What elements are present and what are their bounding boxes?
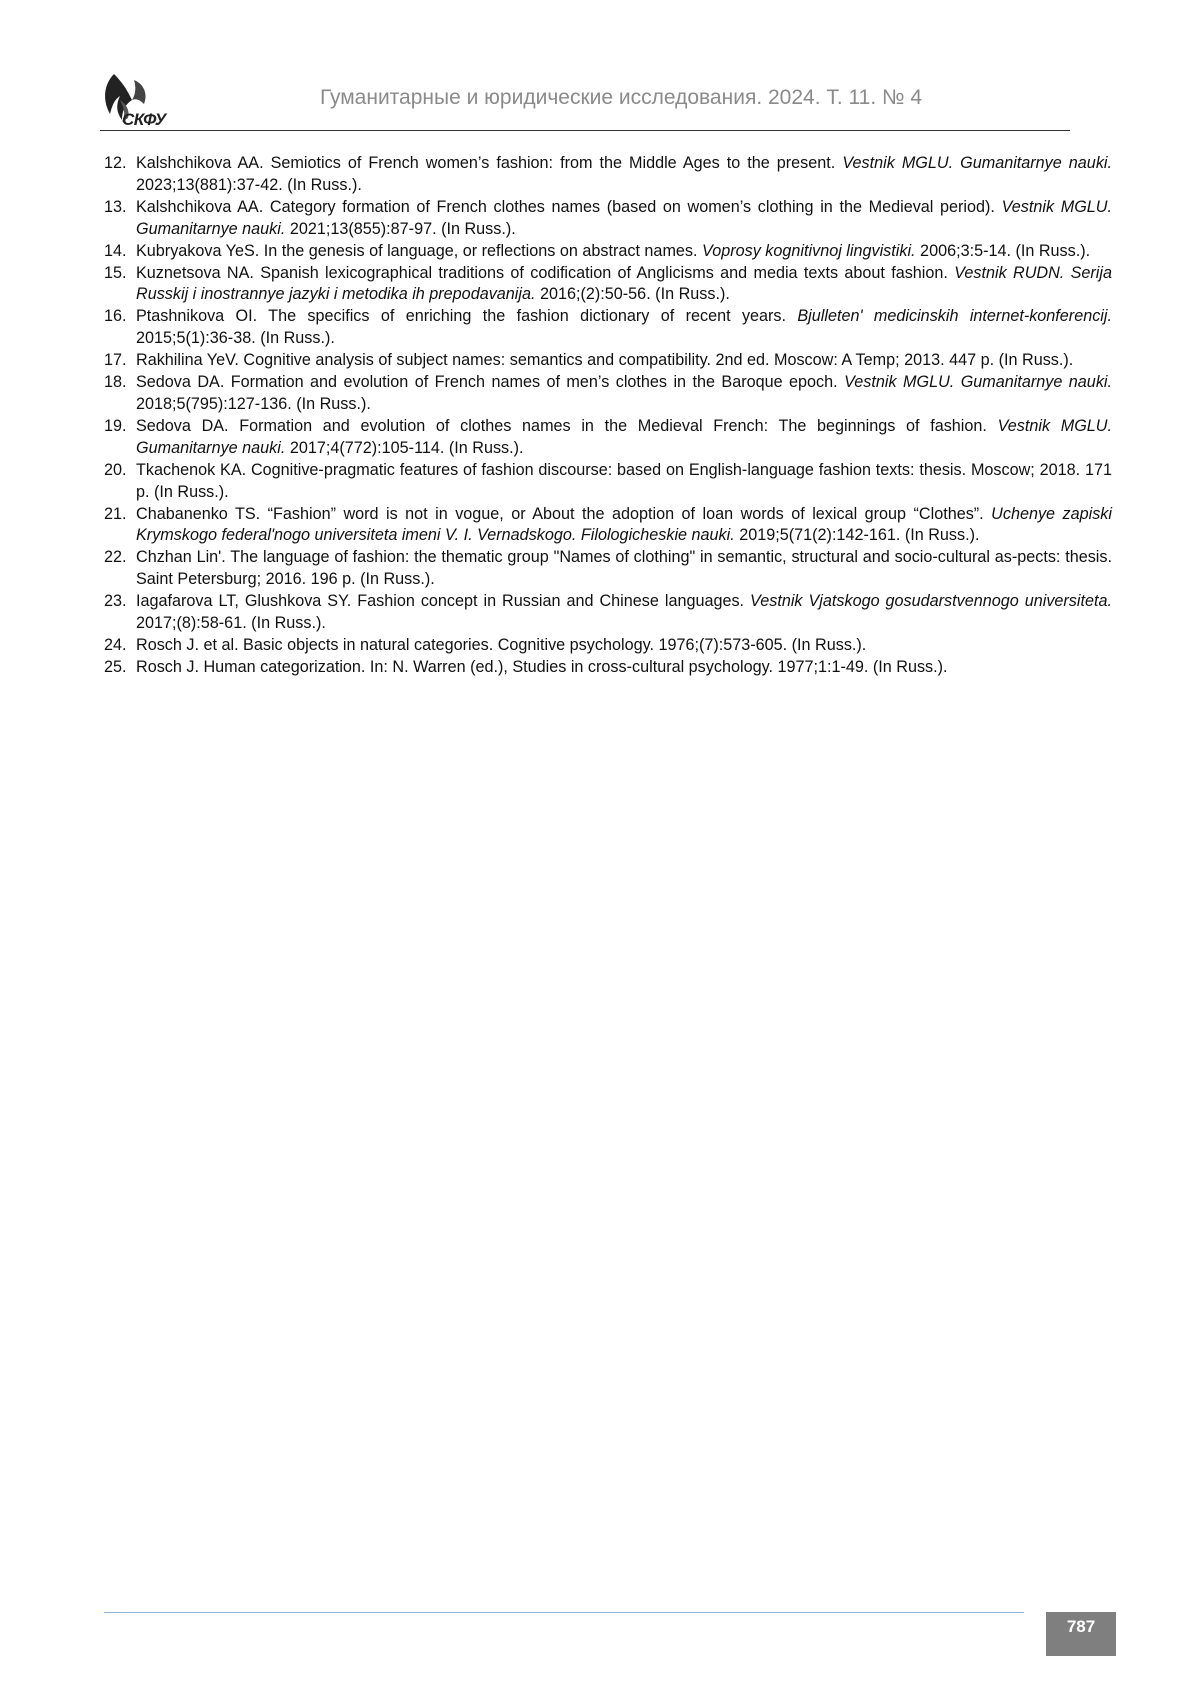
reference-item bbox=[100, 591, 1112, 635]
reference-item bbox=[100, 372, 1112, 416]
reference-item bbox=[100, 241, 1112, 263]
reference-number: 15. bbox=[104, 263, 127, 282]
reference-source-title: Vestnik MGLU. Gumanitarnye nauki. bbox=[844, 373, 1113, 392]
reference-text: 2021;13(855):87-97. (In Russ.). bbox=[285, 219, 516, 238]
reference-text: Chabanenko TS. “Fashion” word is not in vogue, or About the adoption of loan words of lexical group “Clothes”. bbox=[136, 504, 992, 523]
reference-source-title: Vestnik Vjatskogo gosudarstvennogo universiteta. bbox=[750, 592, 1112, 611]
reference-text: 2019;5(71(2):142-161. (In Russ.). bbox=[734, 526, 980, 545]
footer-divider bbox=[104, 1612, 1024, 1613]
reference-source-title: Uchenye zapiski Krymskogo federal'nogo universiteta imeni V. I. Vernadskogo. Filologicheskie nauki. bbox=[136, 504, 1112, 545]
reference-number: 25. bbox=[104, 657, 127, 676]
reference-text: Iagafarova LT, Glushkova SY. Fashion concept in Russian and Chinese languages. bbox=[136, 592, 751, 611]
reference-item bbox=[100, 504, 1112, 548]
reference-number: 13. bbox=[104, 197, 127, 216]
reference-text: Rakhilina YeV. Cognitive analysis of subject names: semantics and compatibility. 2nd ed. Moscow: A Temp; 2013. 447 p. (In Russ.). bbox=[136, 351, 1074, 370]
reference-number: 17. bbox=[104, 351, 127, 370]
reference-text: Chzhan Lin'. The language of fashion: the thematic group "Names of clothing" in semantic, structural and socio-cultural as-pects: thesis. Saint Petersburg; 2016. 196 p. (In Russ.). bbox=[136, 548, 1112, 589]
journal-title: Гуманитарные и юридические исследования. 2024. Т. 11. № 4 bbox=[320, 86, 923, 109]
reference-list bbox=[100, 153, 1112, 679]
reference-source-title: Vestnik RUDN. Serija Russkij i inostrannye jazyki i metodika ih prepodavanija. bbox=[136, 263, 1112, 304]
logo-text: СКФУ bbox=[122, 110, 166, 129]
reference-text: Kubryakova YeS. In the genesis of language, or reflections on abstract names. bbox=[136, 241, 703, 260]
reference-text: 2018;5(795):127-136. (In Russ.). bbox=[136, 394, 371, 413]
header-divider bbox=[100, 130, 1070, 131]
reference-source-title: Vestnik MGLU. Gumanitarnye nauki. bbox=[136, 416, 1112, 457]
page-number: 787 bbox=[1066, 1617, 1096, 1636]
reference-number: 20. bbox=[104, 460, 127, 479]
reference-text: 2015;5(1):36-38. (In Russ.). bbox=[136, 329, 335, 348]
reference-item bbox=[100, 460, 1112, 504]
reference-text: Kalshchikova AA. Semiotics of French women’s fashion: from the Middle Ages to the present. bbox=[136, 154, 843, 172]
reference-text: Sedova DA. Formation and evolution of clothes names in the Medieval French: The beginnings of fashion. bbox=[136, 416, 998, 435]
reference-text: Tkachenok KA. Cognitive-pragmatic features of fashion discourse: based on English-language fashion texts: thesis. Moscow; 2018. 171 p. (In Russ.). bbox=[136, 460, 1112, 501]
reference-source-title: Vestnik MGLU. Gumanitarnye nauki. bbox=[136, 197, 1112, 238]
reference-number: 24. bbox=[104, 635, 127, 654]
reference-text: Ptashnikova OI. The specifics of enriching the fashion dictionary of recent years. bbox=[136, 307, 798, 326]
reference-item bbox=[100, 306, 1112, 350]
reference-number: 12. bbox=[104, 154, 127, 172]
reference-source-title: Vestnik MGLU. Gumanitarnye nauki. bbox=[842, 154, 1113, 172]
reference-text: Rosch J. et al. Basic objects in natural categories. Cognitive psychology. 1976;(7):573-605. (In Russ.). bbox=[136, 635, 867, 654]
reference-number: 22. bbox=[104, 548, 127, 567]
page-number-box bbox=[1046, 1612, 1116, 1656]
reference-item bbox=[100, 153, 1112, 197]
reference-source-title: Bjulleten' medicinskih internet-konferencij. bbox=[797, 307, 1112, 326]
reference-text: 2006;3:5-14. (In Russ.). bbox=[915, 241, 1091, 260]
reference-number: 16. bbox=[104, 307, 127, 326]
reference-text: Rosch J. Human categorization. In: N. Warren (ed.), Studies in cross-cultural psychology. 1977;1:1-49. (In Russ.). bbox=[136, 657, 948, 676]
reference-text: 2017;4(772):105-114. (In Russ.). bbox=[285, 438, 524, 457]
reference-text: 2016;(2):50-56. (In Russ.). bbox=[535, 285, 730, 304]
reference-item bbox=[100, 197, 1112, 241]
reference-number: 21. bbox=[104, 504, 127, 523]
reference-text: Kuznetsova NA. Spanish lexicographical traditions of codification of Anglicisms and media texts about fashion. bbox=[136, 263, 955, 282]
reference-text: 2017;(8):58-61. (In Russ.). bbox=[136, 614, 326, 633]
reference-number: 18. bbox=[104, 373, 127, 392]
reference-number: 14. bbox=[104, 241, 127, 260]
reference-number: 19. bbox=[104, 416, 127, 435]
reference-text: Kalshchikova AA. Category formation of French clothes names (based on women’s clothing in the Medieval period). bbox=[136, 197, 1002, 216]
reference-item bbox=[100, 350, 1112, 372]
reference-text: 2023;13(881):37-42. (In Russ.). bbox=[136, 175, 362, 194]
reference-item bbox=[100, 657, 1112, 679]
reference-item bbox=[100, 263, 1112, 307]
reference-item bbox=[100, 635, 1112, 657]
reference-number: 23. bbox=[104, 592, 127, 611]
reference-item bbox=[100, 416, 1112, 460]
reference-text: Sedova DA. Formation and evolution of French names of men’s clothes in the Baroque epoch. bbox=[136, 373, 845, 392]
reference-item bbox=[100, 547, 1112, 591]
reference-source-title: Voprosy kognitivnoj lingvistiki. bbox=[702, 241, 916, 260]
